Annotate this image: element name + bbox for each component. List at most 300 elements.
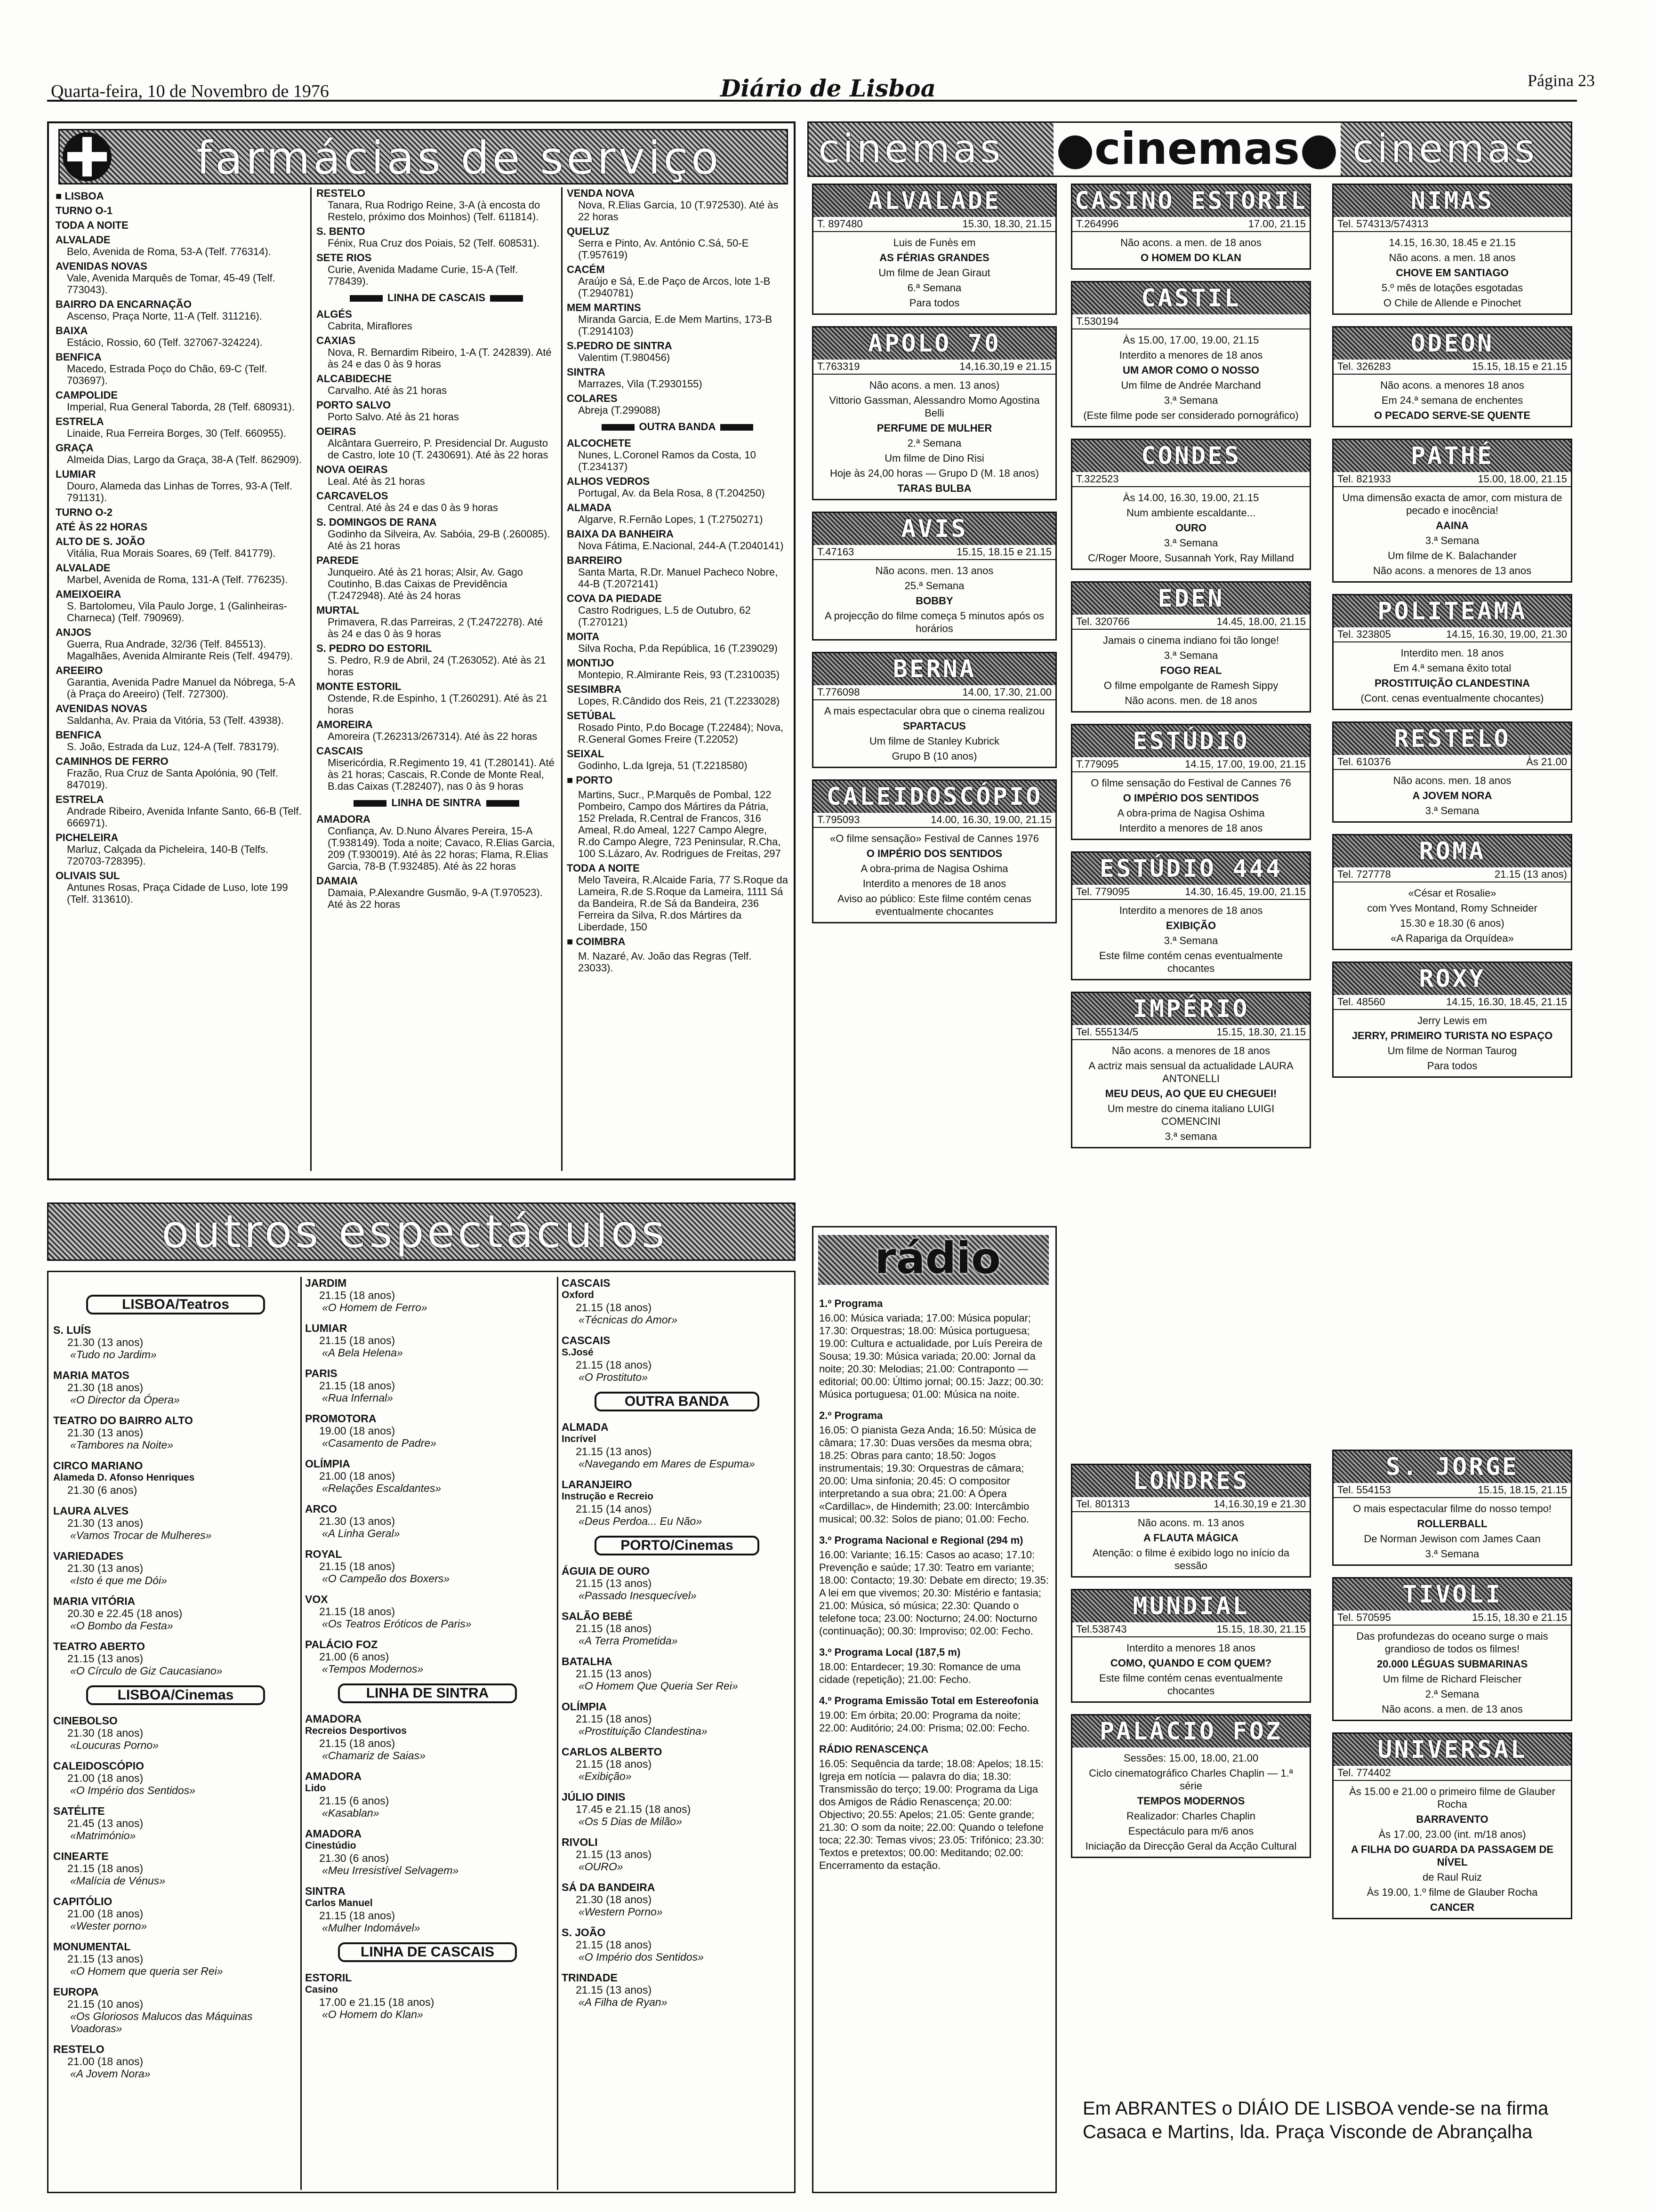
cinemas-banner-center: ●cinemas● [1054, 123, 1341, 176]
cinema-listing [812, 512, 1057, 641]
programme-line: Um filme de Norman Taurog [1387, 1045, 1517, 1057]
programme-line: Às 19.00, 1.º filme de Glauber Rocha [1367, 1886, 1538, 1898]
cinema-name: AVIS [813, 513, 1055, 545]
category-label: LISBOA/Cinemas [86, 1685, 265, 1705]
programme-line: Interdito a menores 18 anos [1126, 1642, 1255, 1654]
venue-name: TRINDADE [562, 1972, 618, 1984]
venue-subname: Incrível [562, 1434, 596, 1444]
category-label: LINHA DE CASCAIS [338, 1942, 517, 1962]
venue-name: CAPITÓLIO [53, 1895, 113, 1907]
locality-name: CACÉM [567, 264, 605, 275]
venue-subname: S.José [562, 1347, 594, 1358]
locality-name: MEM MARTINS [567, 302, 641, 313]
programme-line: Atenção: o filme é exibido logo no início da sessão [1092, 1547, 1290, 1571]
programme-line: TARAS BULBA [897, 482, 972, 494]
cinemas-column-2 [1071, 184, 1311, 1160]
cinema-times: 14,16.30,19 e 21.30 [1214, 1498, 1306, 1510]
locality-name: SINTRA [567, 366, 605, 378]
show-title: «Western Porno» [579, 1906, 663, 1918]
programme-line: 3.ª Semana [1164, 935, 1218, 946]
show-time: 21.30 (13 anos) [319, 1515, 395, 1527]
show-title: «Técnicas do Amor» [579, 1314, 678, 1326]
locality-name: AVENIDAS NOVAS [56, 703, 147, 714]
show-title: «A Terra Prometida» [579, 1635, 678, 1647]
programme-schedule: 16.00: Música variada; 17.00: Música popular; 17.30: Orquestras; 18.00: Música portuguesa; 19.00: Cultura e actualidade, por Luís Pereira de Sousa; 19.30: Música variada; 20.00: Jornal da noite; 20.30: Melodias; 21.00: Contraponto — editorial; 00.00: Último jornal; 00.15: Jazz; 00.30: Música portuguesa; 01.00: Música na noite. [819, 1312, 1044, 1400]
cinema-name: CALEIDOSCÓPIO [813, 781, 1055, 813]
pharmacy-details: Ascenso, Praça Norte, 11-A (Telf. 311216). [67, 310, 262, 322]
cinema-listing [1071, 439, 1311, 570]
show-time: 21.15 (13 anos) [576, 1445, 652, 1458]
pharmacy-entry [316, 490, 556, 513]
cinema-phone-times [1072, 314, 1310, 329]
venue-name: PROMOTORA [305, 1412, 377, 1425]
venue-subname: Lido [305, 1783, 326, 1794]
programme-line: A obra-prima de Nagisa Oshima [1117, 807, 1265, 819]
venue-name: OLÍMPIA [305, 1458, 350, 1470]
programme-line: Para todos [909, 297, 960, 309]
farmacias-title: farmácias de serviço [196, 132, 722, 184]
cinema-times: 17.00, 21.15 [1248, 218, 1306, 230]
show-entry [305, 1458, 550, 1494]
pharmacy-details: Abreja (T.299088) [578, 404, 660, 416]
locality-name: ALCABIDECHE [316, 373, 392, 385]
programme-line: Um mestre do cinema italiano LUIGI COMENCINI [1107, 1103, 1275, 1127]
pharmacy-entry [56, 729, 305, 753]
programme-line: Hoje às 24,00 horas — Grupo D (M. 18 anos) [830, 467, 1039, 479]
cinema-listing [1332, 1732, 1572, 1919]
show-entry [53, 1850, 298, 1887]
cinema-phone: T.776098 [817, 686, 860, 698]
show-entry [53, 1760, 298, 1796]
show-title: «O Director da Ópera» [70, 1394, 180, 1406]
venue-name: SALÃO BEBÉ [562, 1610, 633, 1622]
show-entry [53, 1805, 298, 1842]
venue-name: ROYAL [305, 1548, 342, 1560]
cinema-name: PATHÉ [1334, 440, 1571, 472]
show-entry [53, 1715, 298, 1751]
show-time: 21.30 (18 anos) [67, 1727, 144, 1739]
cinema-listing [1332, 326, 1572, 427]
pharmacy-details: Confiança, Av. D.Nuno Álvares Pereira, 15-A (T.938149). Toda a noite; Cavaco, R.Elias Garcia, 209 (T.930019). Até às 22 horas; Flama, R.Elias Garcia, 78-B (T.932485). Até às 22 horas [328, 825, 555, 872]
show-entry [562, 1277, 792, 1326]
show-time: 21.15 (18 anos) [319, 1379, 395, 1392]
cinema-times: 15.15, 18.15, 21.15 [1478, 1484, 1567, 1496]
cinema-phone: Tel. 326283 [1337, 361, 1391, 372]
section-heading: TURNO O-2 [56, 506, 113, 518]
show-time: 21.30 (13 anos) [67, 1517, 144, 1529]
show-entry [562, 1746, 792, 1782]
programme-line: 6.ª Semana [907, 282, 962, 294]
locality-name: COVA DA PIEDADE [567, 593, 662, 604]
cinema-programme [1072, 1512, 1310, 1576]
programme-line: AAINA [1436, 520, 1469, 531]
cinema-phone-times [1334, 627, 1571, 642]
cinema-phone-times [1334, 995, 1571, 1010]
pharmacy-details: Melo Taveira, R.Alcaide Faria, 77 S.Roque da Lameira, R.de S.Roque da Lameira, 1111 Sá da Bandeira, R.de Sá da Bandeira, 236 Ferreira da Silva, R.dos Mártires da Liberdade, 150 [578, 874, 788, 933]
programme-line: Não acons. men. 18 anos [1393, 775, 1512, 786]
cinema-phone-times [813, 217, 1055, 232]
pharmacy-details: Antunes Rosas, Praça Cidade de Luso, lote 199 (Telf. 313610). [67, 882, 288, 905]
cinema-listing [1332, 721, 1572, 823]
locality-name: BARREIRO [567, 554, 622, 566]
pharmacy-details: Douro, Alameda das Linhas de Torres, 93-A (Telf. 791131). [67, 480, 292, 504]
cinema-programme [1334, 1010, 1571, 1076]
pharmacy-entry [567, 862, 788, 933]
locality-name: ALVALADE [56, 562, 111, 574]
programme-line: A obra-prima de Nagisa Oshima [861, 863, 1008, 874]
programme-line: 3.ª Semana [1425, 805, 1480, 817]
cinema-times: 14,16.30,19 e 21.15 [959, 361, 1052, 372]
cinema-listing [1071, 581, 1311, 713]
pharmacy-entry [567, 225, 788, 261]
cinema-phone: Tel. 727778 [1337, 868, 1391, 880]
cinema-times: 15.15, 18.15 e 21.15 [957, 546, 1052, 558]
pharmacy-entry [567, 631, 788, 654]
show-title: «Wester porno» [70, 1920, 147, 1932]
cinema-times: 15.15, 18.15 e 21.15 [1472, 361, 1567, 372]
programme-line: 25.ª Semana [904, 580, 965, 592]
pharmacy-details: Frazão, Rua Cruz de Santa Apolónia, 90 (Telf. 847019). [67, 767, 278, 791]
locality-name: AMOREIRA [316, 719, 373, 730]
cinema-programme [1334, 1781, 1571, 1918]
show-title: «Navegando em Mares de Espuma» [579, 1458, 755, 1470]
pharmacy-details: Silva Rocha, P.da República, 16 (T.239029) [578, 642, 778, 654]
locality-name: BENFICA [56, 351, 102, 363]
show-title: «Tempos Modernos» [322, 1663, 424, 1675]
programme-line: Não acons. a menores 18 anos [1380, 379, 1524, 391]
venue-name: CASCAIS [562, 1277, 611, 1289]
venue-name: ALMADA [562, 1421, 609, 1433]
programme-line: Em 24.ª semana de enchentes [1381, 394, 1523, 406]
pharmacy-entry [567, 593, 788, 628]
pharmacy-entry [56, 521, 305, 533]
programme-line: O filme empolgante de Ramesh Sippy [1103, 680, 1279, 691]
column-divider [561, 187, 563, 1171]
section-heading: ■ LISBOA [56, 190, 104, 202]
region-heading: OUTRA BANDA [567, 421, 788, 433]
locality-name: OLIVAIS SUL [56, 870, 120, 882]
programme-line: O IMPÉRIO DOS SENTIDOS [1123, 792, 1259, 804]
cinema-phone: Tel. 574313/574313 [1337, 218, 1429, 230]
programme-line: Não acons. a men. 18 anos [1389, 252, 1516, 264]
pharmacy-entry [56, 870, 305, 905]
programme-line: Luis de Funès em [893, 237, 976, 248]
cinema-name: RESTELO [1334, 723, 1571, 755]
pharmacy-entry [56, 536, 305, 559]
programme-line: Jamais o cinema indiano foi tão longe! [1102, 634, 1279, 646]
cinema-name: CASINO ESTORIL [1072, 185, 1310, 217]
pharmacy-details: Primavera, R.das Parreiras, 2 (T.2472278). Até às 24 e das 0 às 9 horas [328, 616, 543, 640]
show-entry [562, 1334, 792, 1383]
masthead: Diário de Lisboa [720, 74, 936, 102]
venue-subname: Oxford [562, 1290, 594, 1300]
programme-schedule: 18.00: Entardecer; 19.30: Romance de uma cidade (repetição); 21.00: Fecho. [819, 1661, 1021, 1685]
cinema-name: PALÁCIO FOZ [1072, 1715, 1310, 1747]
cinema-phone: Tel. 555134/5 [1076, 1026, 1139, 1038]
pharmacy-details: Junqueiro. Até às 21 horas; Alsir, Av. Gago Coutinho, B.das Caixas de Previdência (T.2472948). Até às 24 horas [328, 566, 523, 601]
venue-name: AMADORA [305, 1770, 362, 1782]
programme-line: 3.ª Semana [1425, 1548, 1480, 1560]
programme-line: 20.000 LÉGUAS SUBMARINAS [1376, 1658, 1528, 1670]
programme-line: 3.ª Semana [1164, 537, 1218, 549]
cinema-programme [1334, 487, 1571, 581]
venue-name: LAURA ALVES [53, 1505, 129, 1517]
cinema-name: BERNA [813, 653, 1055, 685]
farmacias-section [47, 121, 796, 1180]
pharmacy-details: Miranda Garcia, E.de Mem Martins, 173-B (T.2914103) [578, 313, 772, 337]
show-time: 21.00 (18 anos) [67, 2055, 144, 2068]
locality-name: AREEIRO [56, 665, 103, 676]
cinema-phone-times [813, 545, 1055, 560]
programme-line: Às 15.00 e 21.00 o primeiro filme de Glauber Rocha [1349, 1786, 1555, 1810]
venue-name: VARIEDADES [53, 1550, 124, 1562]
show-title: «Os Gloriosos Malucos das Máquinas Voadoras» [70, 2010, 253, 2035]
venue-name: LUMIAR [305, 1322, 347, 1334]
pharmacy-details: Carvalho. Até às 21 horas [328, 385, 447, 396]
outros-title: outros espectáculos [161, 1205, 668, 1258]
show-title: «O Homem do Klan» [322, 2008, 423, 2020]
cinema-programme [1072, 772, 1310, 839]
venue-name: AMADORA [305, 1827, 362, 1840]
pharmacy-entry [56, 190, 305, 202]
cinema-times: 14.15, 16.30, 18.45, 21.15 [1446, 996, 1567, 1008]
programme-line: A JOVEM NORA [1412, 790, 1492, 801]
locality-name: BAIXA DA BANHEIRA [567, 528, 674, 540]
pharmacy-details: Amoreira (T.262313/267314). Até às 22 horas [328, 730, 538, 742]
locality-name: MONTE ESTORIL [316, 681, 402, 692]
show-time: 19.00 (18 anos) [319, 1425, 395, 1437]
venue-name: LARANJEIRO [562, 1478, 632, 1491]
show-time: 21.15 (13 anos) [576, 1848, 652, 1860]
pharmacy-entry [316, 516, 556, 552]
show-entry [53, 1459, 298, 1496]
show-entry [562, 1478, 792, 1527]
pharmacy-details: Ostende, R.de Espinho, 1 (T.260291). Até às 21 horas [328, 692, 548, 716]
show-entry [305, 1322, 550, 1359]
cinema-programme [1072, 487, 1310, 569]
show-time: 21.30 (13 anos) [67, 1427, 144, 1439]
section-heading: ■ COIMBRA [567, 936, 626, 947]
pharmacy-entry [567, 710, 788, 745]
programme-line: Jerry Lewis em [1417, 1015, 1487, 1026]
show-title: «Os Teatros Eróticos de Paris» [322, 1618, 472, 1630]
show-title: «A Jovem Nora» [70, 2068, 151, 2080]
pharmacy-entry [56, 755, 305, 791]
show-entry [562, 1610, 792, 1647]
programme-line: Interdito a menores de 18 anos [862, 878, 1006, 890]
pharmacy-entry [316, 225, 556, 249]
venue-name: TEATRO DO BAIRRO ALTO [53, 1414, 193, 1427]
pharmacy-entry [316, 719, 556, 742]
show-time: 21.30 (6 anos) [67, 1484, 137, 1496]
pharmacy-entry [56, 442, 305, 465]
pharmacy-details: M. Nazaré, Av. João das Regras (Telf. 23033). [578, 950, 752, 974]
programme-line: Vittorio Gassman, Alessandro Momo Agostina Belli [829, 394, 1040, 419]
pharmacy-entry [567, 264, 788, 299]
farmacias-column-2 [316, 187, 556, 1171]
pharmacy-details: Castro Rodrigues, L.5 de Outubro, 62 (T.270121) [578, 604, 751, 628]
pharmacy-entry [567, 683, 788, 707]
show-time: 21.30 (6 anos) [319, 1852, 389, 1864]
locality-name: GRAÇA [56, 442, 94, 454]
pharmacy-details: Godinho da Silveira, Av. Sabóia, 29-B (.260085). Até às 21 horas [328, 528, 550, 552]
cinema-phone: T.795093 [817, 814, 860, 825]
programme-line: COMO, QUANDO E COM QUEM? [1110, 1657, 1272, 1669]
cinema-programme [1072, 630, 1310, 711]
show-time: 21.15 (18 anos) [319, 1909, 395, 1922]
show-title: «A Linha Geral» [322, 1527, 400, 1539]
programme-heading: 1.º Programa [819, 1298, 883, 1309]
show-time: 21.15 (13 anos) [576, 1577, 652, 1589]
pharmacy-entry [567, 789, 788, 859]
venue-subname: Cinestúdio [305, 1840, 356, 1851]
venue-name: SINTRA [305, 1885, 346, 1897]
show-entry [562, 1421, 792, 1470]
show-entry [53, 1505, 298, 1541]
locality-name: ESTRELA [56, 416, 104, 427]
programme-line: PROSTITUIÇÃO CLANDESTINA [1375, 677, 1530, 689]
show-entry [305, 1548, 550, 1585]
pharmacy-entry [316, 425, 556, 461]
programme-line: 2.ª Semana [1425, 1688, 1480, 1700]
show-entry [305, 1885, 550, 1934]
show-entry [53, 1550, 298, 1587]
programme-line: Não acons. a men. de 18 anos [1120, 237, 1262, 248]
cinema-phone: T.322523 [1076, 473, 1119, 485]
show-title: «Exibição» [579, 1770, 632, 1782]
pharmacy-details: Araújo e Sá, E.de Paço de Arcos, lote 1-B (T.2940781) [578, 275, 771, 299]
locality-name: ALCOCHETE [567, 437, 631, 449]
programme-line: O Chile de Allende e Pinochet [1383, 297, 1521, 309]
cinema-phone: T.779095 [1076, 758, 1119, 770]
radio-banner [818, 1235, 1049, 1285]
cinema-times: Às 21.00 [1526, 756, 1567, 768]
pharmacy-entry [567, 393, 788, 416]
cinema-listing [1071, 1464, 1311, 1578]
cinema-programme [1072, 1637, 1310, 1701]
venue-name: RESTELO [53, 2043, 105, 2055]
programme-line: MEU DEUS, AO QUE EU CHEGUEI! [1105, 1088, 1277, 1099]
venue-subname: Recreios Desportivos [305, 1725, 407, 1736]
cinema-listing [1071, 1589, 1311, 1703]
locality-name: BENFICA [56, 729, 102, 741]
cinema-name: CASTIL [1072, 282, 1310, 314]
pharmacy-details: Serra e Pinto, Av. António C.Sá, 50-E (T.957619) [578, 237, 749, 261]
show-entry [53, 2043, 298, 2080]
cinema-phone-times [1334, 472, 1571, 487]
show-title: «Matrimónio» [70, 1829, 136, 1842]
region-heading: LINHA DE CASCAIS [316, 292, 556, 304]
programme-line: (Cont. cenas eventualmente chocantes) [1360, 692, 1544, 704]
cross-icon [63, 132, 112, 181]
pharmacy-entry [56, 703, 305, 726]
show-entry [562, 1836, 792, 1873]
pharmacy-entry [316, 308, 556, 332]
cinema-listing [1332, 594, 1572, 710]
show-entry [305, 1503, 550, 1539]
cinema-name: EDEN [1072, 583, 1310, 615]
show-entry [53, 1324, 298, 1361]
pharmacy-details: Curie, Avenida Madame Curie, 15-A (Telf. 778439). [328, 264, 518, 287]
programme-line: Iniciação da Direcção Geral da Acção Cultural [1085, 1840, 1297, 1852]
programme-schedule: 16.00: Variante; 16.15: Casos ao acaso; 17.10: Prevenção e saúde; 17.30: Teatro em variante; 18.00: Contacto; 19.30: Debate em directo; 19.35: A lei em que vivemos; 20.30: Mistério e fantasia; 21.00: Música, só música; 22.30: Quando o telefone toca; 23.00: Nocturno; 24.00: Nocturno (continuação); 00.30: Improviso; 02.00: Fecho. [819, 1549, 1049, 1637]
cinema-programme [1334, 770, 1571, 821]
locality-name: S. DOMINGOS DE RANA [316, 516, 437, 528]
programme-line: «O filme sensação» Festival de Cannes 1976 [830, 833, 1039, 844]
programme-line: 2.ª Semana [907, 437, 962, 449]
pharmacy-entry [567, 340, 788, 363]
programme-line: A projecção do filme começa 5 minutos após os horários [825, 610, 1044, 634]
cinema-name: S. JORGE [1334, 1451, 1571, 1483]
programme-line: Não acons. a menores de 18 anos [1111, 1045, 1271, 1057]
programme-line: Interdito men. 18 anos [1400, 647, 1504, 659]
cinema-phone-times [1334, 360, 1571, 375]
programme-line: O IMPÉRIO DOS SENTIDOS [866, 848, 1003, 859]
cinema-phone-times [1072, 1622, 1310, 1637]
venue-name: VOX [305, 1593, 328, 1605]
pharmacy-details: Linaide, Rua Ferreira Borges, 30 (Telf. 660955). [67, 427, 286, 439]
cinema-programme [1334, 882, 1571, 949]
venue-name: CALEIDOSCÓPIO [53, 1760, 144, 1772]
pharmacy-details: Leal. Até às 21 horas [328, 475, 425, 487]
pharmacy-details: Central. Até às 24 e das 0 às 9 horas [328, 502, 499, 513]
programme-line: Em 4.ª semana êxito total [1393, 662, 1512, 674]
programme-line: Este filme contém cenas eventualmente chocantes [1099, 1672, 1283, 1697]
cinema-times: 14.00, 16.30, 19.00, 21.15 [931, 814, 1052, 825]
locality-name: PICHELEIRA [56, 832, 119, 843]
programme-line: Um filme de Andrée Marchand [1121, 379, 1261, 391]
cinema-listing [1332, 834, 1572, 950]
show-title: «Isto é que me Dói» [70, 1574, 167, 1587]
cinema-phone-times [813, 360, 1055, 375]
column-divider [310, 187, 312, 1171]
pharmacy-entry [316, 187, 556, 223]
outros-banner [47, 1202, 796, 1261]
pharmacy-entry [56, 468, 305, 504]
cinema-phone-times [1334, 1483, 1571, 1498]
pharmacy-entry [567, 366, 788, 390]
show-entry [53, 1940, 298, 1977]
venue-name: ARCO [305, 1503, 337, 1515]
programme-line: 15.30 e 18.30 (6 anos) [1400, 917, 1504, 929]
pharmacy-entry [316, 554, 556, 601]
cinema-phone-times [1334, 1766, 1571, 1781]
cinema-programme [813, 375, 1055, 499]
programme-line: CHOVE EM SANTIAGO [1396, 267, 1509, 279]
show-time: 21.15 (10 anos) [67, 1998, 144, 2010]
show-entry [53, 1895, 298, 1932]
programme-line: O mais espectacular filme do nosso tempo! [1353, 1503, 1552, 1515]
pharmacy-details: Vitália, Rua Morais Soares, 69 (Telf. 841779). [67, 547, 276, 559]
cinema-listing [1071, 281, 1311, 427]
show-title: «Chamariz de Saias» [322, 1749, 426, 1762]
locality-name: MONTIJO [567, 657, 614, 669]
show-time: 21.15 (18 anos) [576, 1301, 652, 1314]
pharmacy-details: Garantia, Avenida Padre Manuel da Nóbrega, 5-A (à Praça do Areeiro) (Telf. 727300). [67, 676, 295, 700]
locality-name: CAMINHOS DE FERRO [56, 755, 169, 767]
programme-heading: 2.º Programa [819, 1410, 883, 1421]
cinema-programme [1334, 375, 1571, 426]
programme-line: Um filme de Stanley Kubrick [869, 735, 1000, 747]
programme-line: Realizador: Charles Chaplin [1126, 1810, 1255, 1822]
show-time: 21.15 (18 anos) [319, 1560, 395, 1572]
pharmacy-entry [56, 832, 305, 867]
cinema-listing [1071, 184, 1311, 270]
cinema-programme [1334, 1498, 1571, 1564]
pharmacy-details: S. Bartolomeu, Vila Paulo Jorge, 1 (Galinheiras-Charneca) (Telf. 790969). [67, 600, 287, 624]
radio-listings [819, 1289, 1051, 2190]
cinema-phone-times [1072, 885, 1310, 900]
